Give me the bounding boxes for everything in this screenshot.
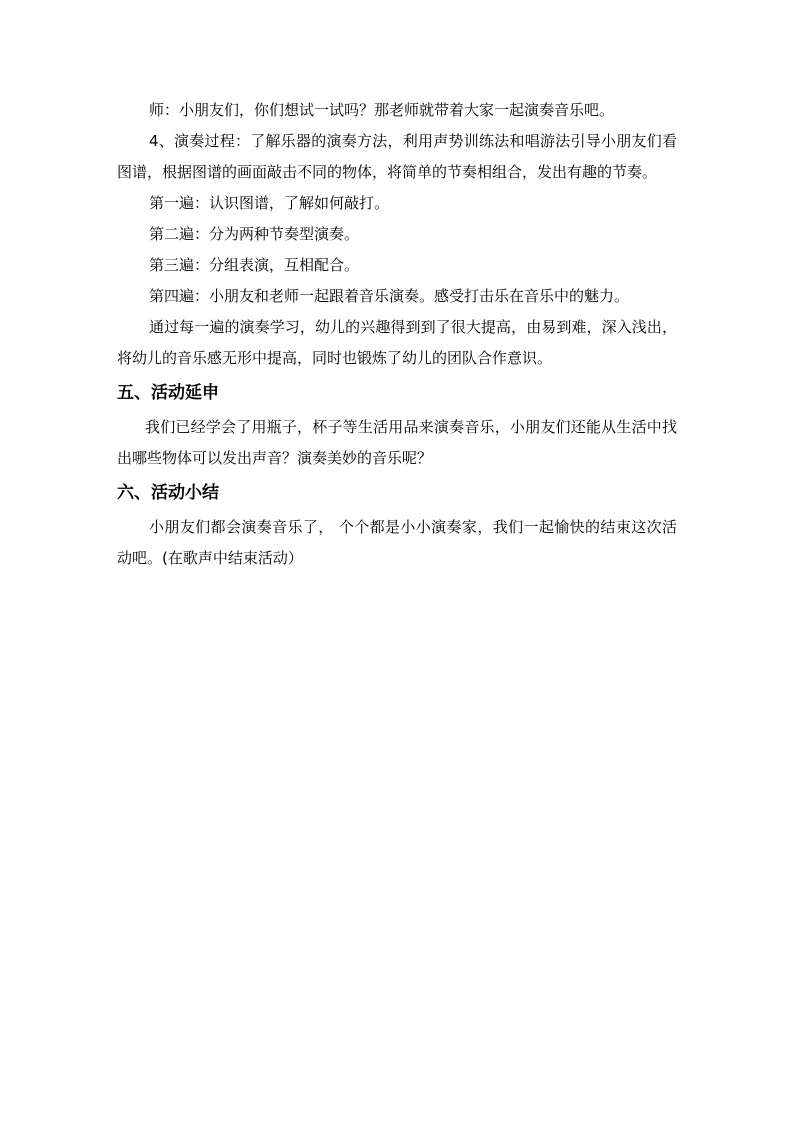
paragraph-first-pass: 第一遍：认识图谱，了解如何敲打。 <box>149 194 390 212</box>
paragraph-summary: 小朋友们都会演奏音乐了， 个个都是小小演奏家，我们一起愉快的结束这次活动吧。(在歌声中结束活动） <box>117 518 677 567</box>
section-heading-extension: 五、活动延申 <box>117 383 219 403</box>
section-heading-summary: 六、活动小结 <box>117 483 219 503</box>
paragraph-teacher-line: 师：小朋友们，你们想试一试吗？那老师就带着大家一起演奏音乐吧。 <box>149 101 615 119</box>
paragraph-summary-learning: 通过每一遍的演奏学习，幼儿的兴趣得到到了很大提高，由易到难，深入浅出，将幼儿的音乐感无形中提高，同时也锻炼了幼儿的团队合作意识。 <box>117 318 677 367</box>
paragraph-second-pass: 第二遍：分为两种节奏型演奏。 <box>149 225 360 243</box>
paragraph-third-pass: 第三遍：分组表演，互相配合。 <box>149 256 360 274</box>
document-page <box>117 95 677 574</box>
paragraph-fourth-pass: 第四遍：小朋友和老师一起跟着音乐演奏。感受打击乐在音乐中的魅力。 <box>149 287 630 305</box>
paragraph-performance-process: 4、演奏过程：了解乐器的演奏方法，利用声势训练法和唱游法引导小朋友们看图谱，根据图谱的画面敲击不同的物体，将简单的节奏相组合，发出有趣的节奏。 <box>117 132 677 181</box>
paragraph-extension: 我们已经学会了用瓶子，杯子等生活用品来演奏音乐，小朋友们还能从生活中找出哪些物体可以发出声音？演奏美妙的音乐呢？ <box>117 418 677 467</box>
